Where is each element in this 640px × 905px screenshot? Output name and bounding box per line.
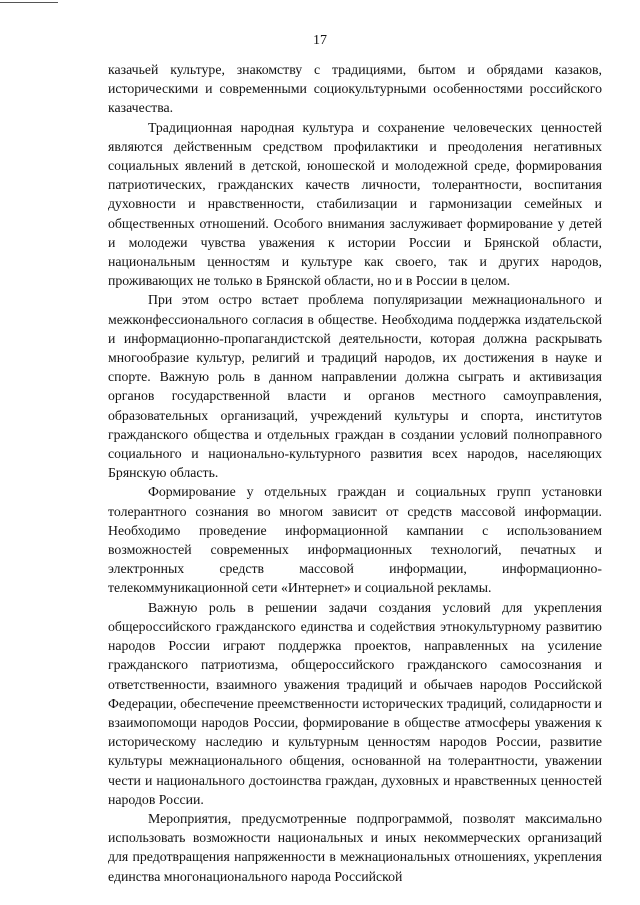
paragraph-6: Мероприятия, предусмотренные подпрограммой, позволят максимально использовать возможности национальных и иных некоммерческих организаций для предотвращения напряженности в межнациональных отношениях, укрепления единства многонационального народа Российской (108, 810, 602, 884)
paragraph-5: Важную роль в решении задачи создания условий для укрепления общероссийского гражданского единства и содействия этнокультурному развитию народов России играют поддержка проектов, направленных на усиление гражданского патриотизма, общероссийского гражданского самосознания и ответственности, взаимного уважения традиций и обычаев народов Российской Федерации, обеспечение преемственности исторических традиций, солидарности и взаимопомощи народов России, формирование в обществе атмосферы уважения к историческому наследию и культурным ценностям народов России, развитие культуры межнационального общения, основанной на толерантности, уважении чести и национального достоинства граждан, духовных и нравственных ценностей народов России. (108, 599, 602, 807)
paragraph-3: При этом остро встает проблема популяризации межнационального и межконфессионального согласия в обществе. Необходима поддержка издательской и информационно-пропагандистской деятельности, которая должна раскрывать многообразие культур, религий и традиций народов, их достижения в науке и спорте. Важную роль в данном направлении должна сыграть и активизация органов государственной власти и органов местного самоуправления, образовательных организаций, учреждений культуры и спорта, институтов гражданского общества и отдельных граждан в создании условий полноправного социального и национально-культурного развития всех народов, населяющих Брянскую область. (108, 292, 602, 481)
page-number: 17 (313, 33, 327, 48)
paragraph-2: Традиционная народная культура и сохранение человеческих ценностей являются действенным средством профилактики и преодоления негативных социальных явлений в детской, юношеской и молодежной среде, формирования патриотических, гражданских качеств личности, толерантности, воспитания духовности и нравственности, стабилизации и гармонизации семейных и общественных отношений. Особого внимания заслуживает формирование у детей и молодежи чувства уважения к истории России и Брянской области, национальным ценностям и культуре как своего, так и других народов, проживающих не только в Брянской области, но и в России в целом. (108, 119, 602, 289)
body-text (108, 60, 602, 886)
paragraph-1: казачьей культуре, знакомству с традициями, бытом и обрядами казаков, историческими и современными социокультурными особенностями российского казачества. (108, 62, 602, 116)
top-rule (0, 2, 58, 3)
paragraph-4: Формирование у отдельных граждан и социальных групп установки толерантного сознания во многом зависит от средств массовой информации. Необходимо проведение информационной кампании с использованием возможностей современных информационных технологий, печатных и электронных средств массовой информации, информационно-телекоммуникационной сети «Интернет» и социальной рекламы. (108, 484, 602, 596)
